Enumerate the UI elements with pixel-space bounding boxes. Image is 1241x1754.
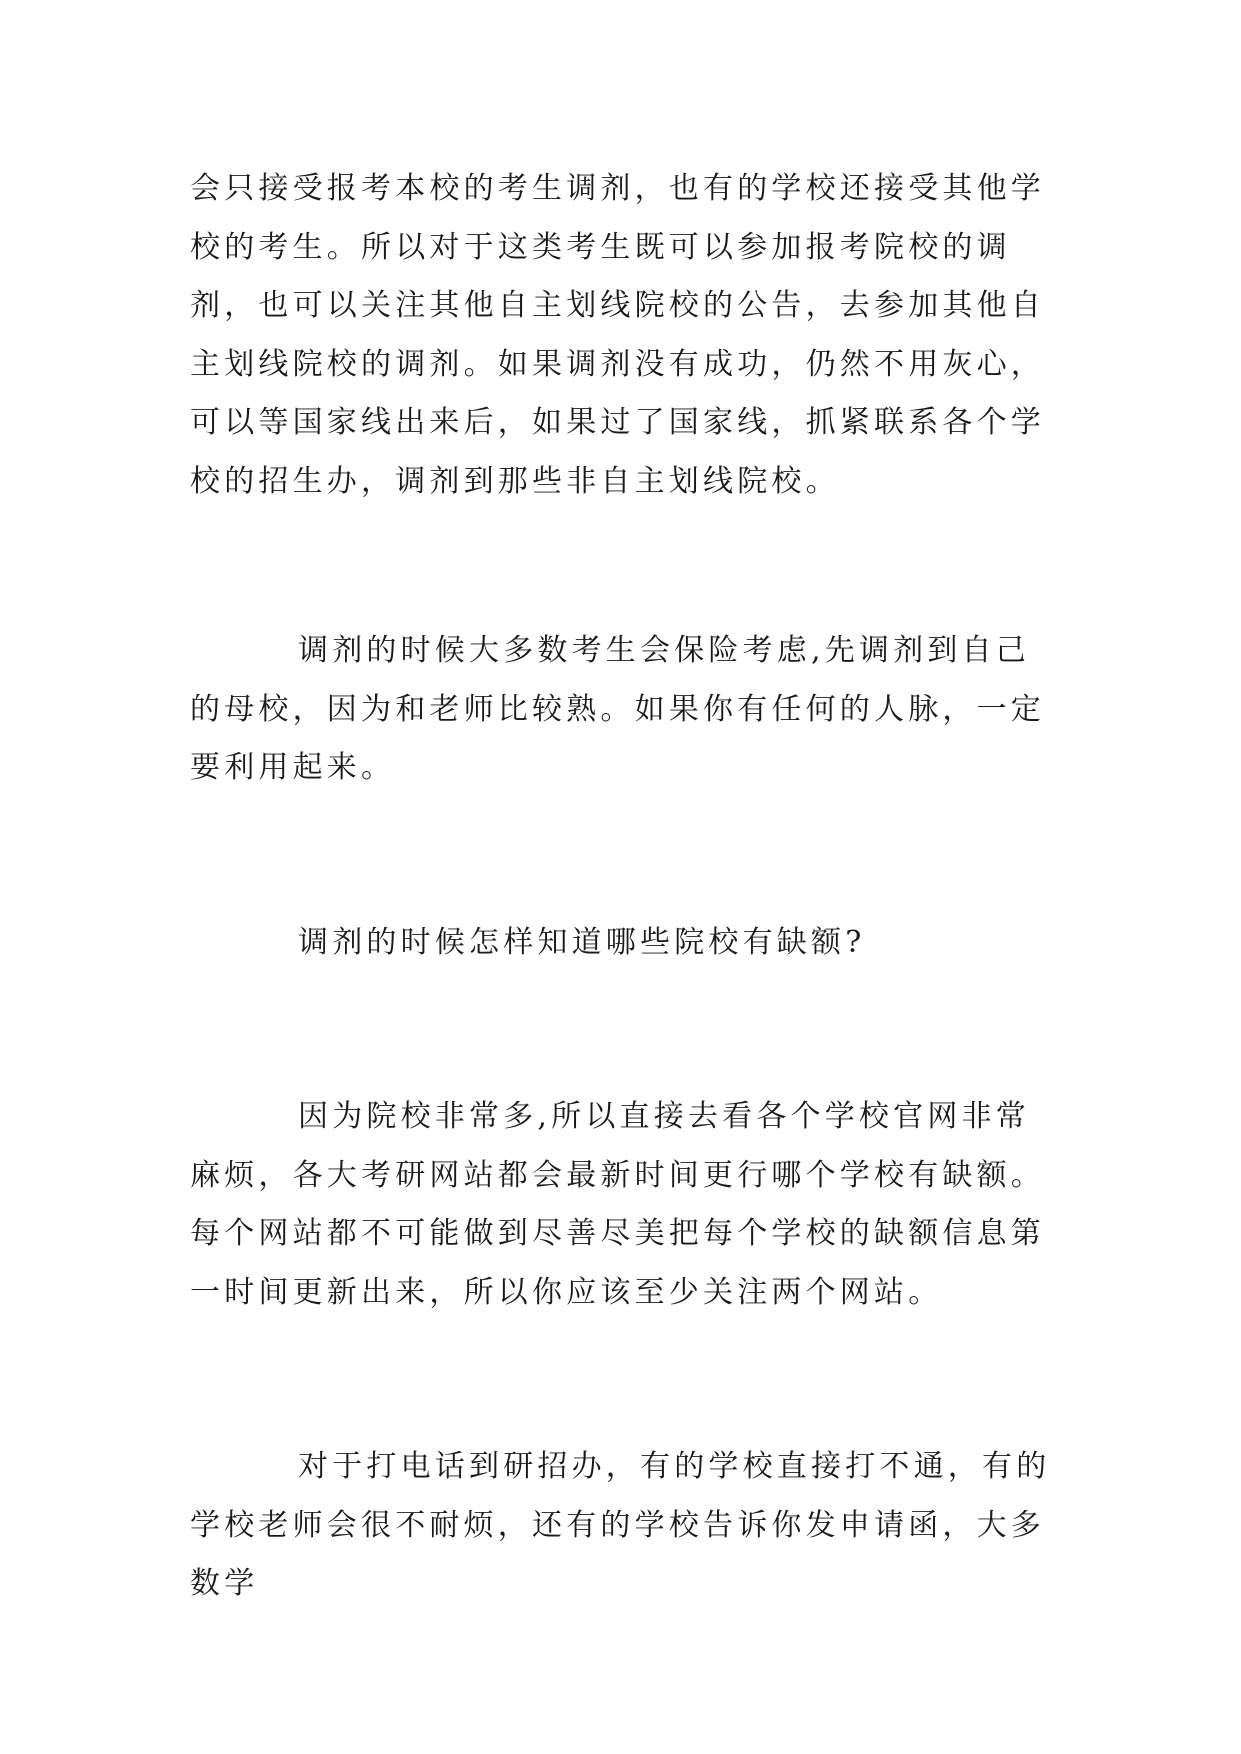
paragraph: 对于打电话到研招办，有的学校直接打不通，有的学校老师会很不耐烦，还有的学校告诉你发申请函，大多数学	[190, 1449, 1051, 1601]
paragraph: 调剂的时候大多数考生会保险考虑,先调剂到自己的母校，因为和老师比较熟。如果你有任何的人脉，一定要利用起来。	[190, 633, 1045, 785]
paragraph: 因为院校非常多,所以直接去看各个学校官网非常麻烦，各大考研网站都会最新时间更行哪个学校有缺额。每个网站都不可能做到尽善尽美把每个学校的缺额信息第一时间更新出来，所以你应该至少关注两个网站。	[190, 1099, 1045, 1310]
section-question-heading: 调剂的时候怎样知道哪些院校有缺额?	[298, 925, 866, 960]
paragraph: 会只接受报考本校的考生调剂，也有的学校还接受其他学校的考生。所以对于这类考生既可以参加报考院校的调剂，也可以关注其他自主划线院校的公告，去参加其他自主划线院校的调剂。如果调剂没有成功，仍然不用灰心，可以等国家线出来后，如果过了国家线，抓紧联系各个学校的招生办，调剂到那些非自主划线院校。	[190, 171, 1045, 499]
